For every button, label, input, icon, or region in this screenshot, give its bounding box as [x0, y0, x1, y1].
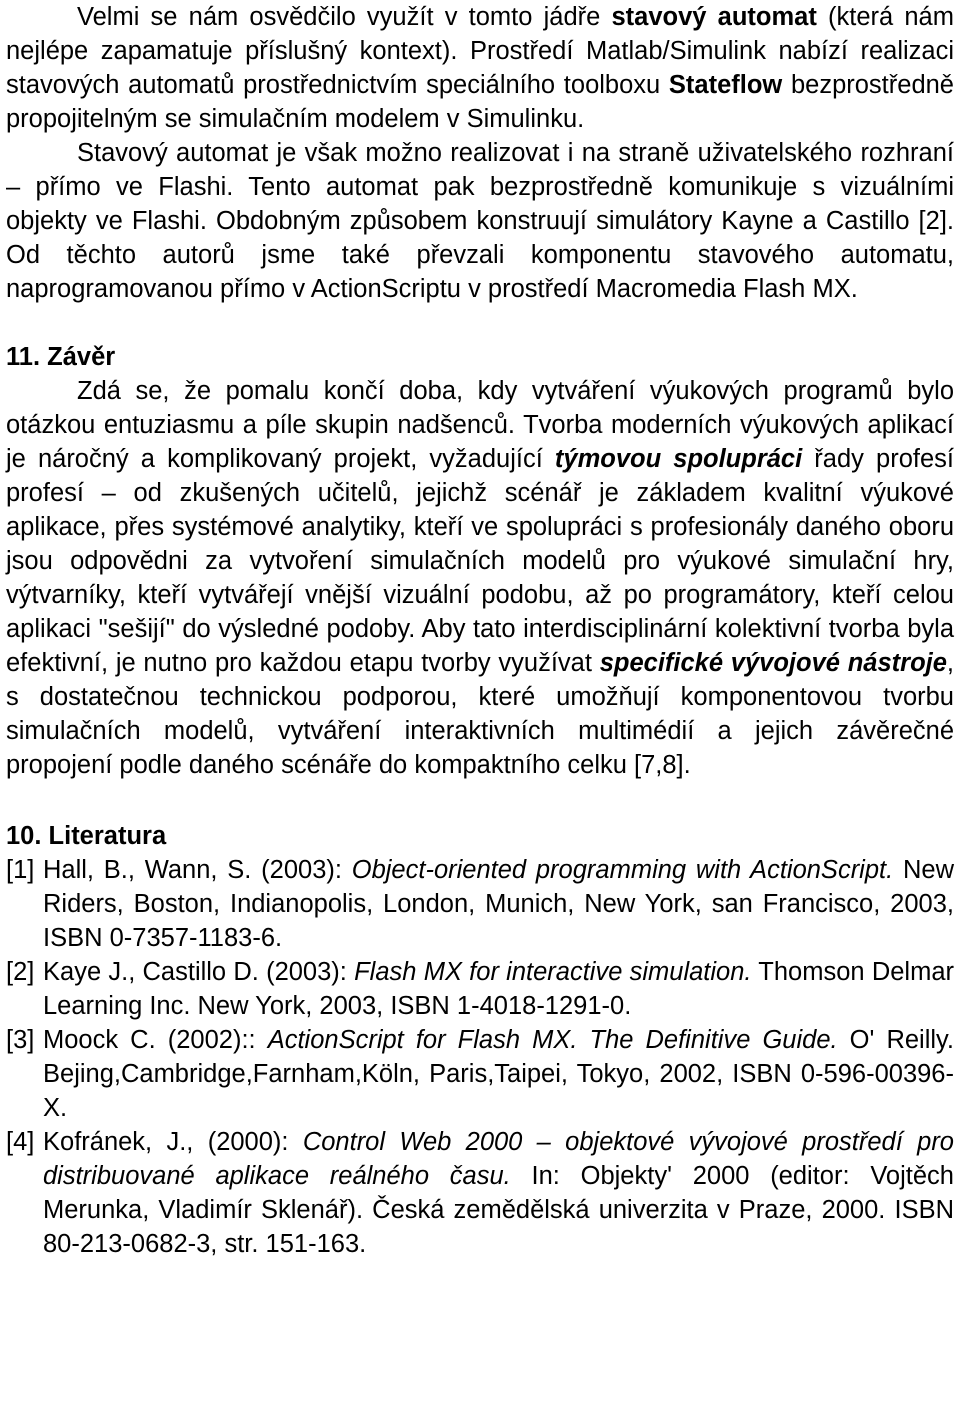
- text-run: bezprostředně propojitelným se simulačním modelem v Simulinku.: [6, 71, 954, 133]
- section-heading-conclusion: 11. Závěr: [6, 343, 116, 371]
- reference-title: Flash MX for interactive simulation.: [354, 958, 752, 986]
- reference-title: Control Web 2000 – objektové vývojové prostředí pro distribuované aplikace reálného času.: [43, 1128, 954, 1190]
- reference-item: [6, 853, 954, 955]
- text-run: Velmi se nám osvědčilo využít v tomto jádře: [77, 3, 612, 31]
- reference-number: [1]: [6, 856, 35, 884]
- text-run: , s dostatečnou technickou podporou, které umožňují komponentovou tvorbu simulačních modelů, vytváření interaktivních multimédií a jejich závěrečné propojení podle daného scénáře do kompaktního celku [7,8].: [6, 649, 954, 779]
- emphasis-dev-tools: specifické vývojové nástroje: [599, 649, 947, 677]
- text-run: Zdá se, že pomalu končí doba, kdy vytváření výukových programů bylo otázkou entuziasmu a píle skupin nadšenců. Tvorba moderních výukových aplikací je náročný a komplikovaný projekt, vyžadující: [6, 377, 954, 473]
- reference-item: [6, 955, 954, 1023]
- section-heading-references: 10. Literatura: [6, 822, 167, 850]
- reference-title: Object-oriented programming with ActionScript.: [351, 856, 894, 884]
- reference-item: [6, 1125, 954, 1261]
- emphasis-teamwork: týmovou spolupráci: [554, 445, 803, 473]
- bold-term-state-machine: stavový automat: [611, 3, 817, 31]
- reference-number: [3]: [6, 1026, 35, 1054]
- text-run: řady profesí profesí – od zkušených učitelů, jejichž scénář je základem kvalitní výukové aplikace, přes systémové analytiky, kteří ve spolupráci s profesionály daného oboru jsou odpovědni za vytvoření simulačních modelů pro výukové simulační hry, výtvarníky, kteří vytvářejí vnější vizuální podobu, až po programátory, kteří celou aplikaci "sešijí" do výsledné podoby. Aby tato interdisciplinární kolektivní tvorba byla efektivní, je nutno pro každou etapu tvorby využívat: [6, 445, 954, 677]
- conclusion-paragraph: [6, 374, 954, 782]
- reference-number: [4]: [6, 1128, 35, 1156]
- bold-term-stateflow: Stateflow: [668, 71, 783, 99]
- text-run: (která nám nejlépe zapamatuje příslušný kontext). Prostředí Matlab/Simulink nabízí realizaci stavových automatů prostřednictvím speciálního toolboxu: [6, 3, 954, 99]
- reference-item: [6, 1023, 954, 1125]
- reference-number: [2]: [6, 958, 35, 986]
- reference-title: ActionScript for Flash MX. The Definitive Guide.: [267, 1026, 838, 1054]
- intro-paragraph-1: [6, 0, 954, 136]
- intro-paragraph-2: Stavový automat je však možno realizovat i na straně uživatelského rozhraní – přímo ve Flashi. Tento automat pak bezprostředně komunikuje s vizuálními objekty ve Flashi. Obdobným způsobem konstruují simulátory Kayne a Castillo [2]. Od těchto autorů jsme také převzali komponentu stavového automatu, naprogramovanou přímo v ActionScriptu v prostředí Macromedia Flash MX.: [6, 139, 954, 303]
- reference-text: Kaye J., Castillo D. (2003): Flash MX for interactive simulation. Thomson Delmar Learning Inc. New York, 2003, ISBN 1-4018-1291-0.: [43, 958, 954, 1020]
- reference-text: Hall, B., Wann, S. (2003): Object-oriented programming with ActionScript. New Riders, Boston, Indianopolis, London, Munich, New York, san Francisco, 2003, ISBN 0-7357-1183-6.: [43, 856, 954, 952]
- reference-text: Moock C. (2002):: ActionScript for Flash MX. The Definitive Guide. O' Reilly. Bejing,Cambridge,Farnham,Köln, Paris,Taipei, Tokyo, 2002, ISBN 0-596-00396-X.: [43, 1026, 954, 1122]
- reference-text: Kofránek, J., (2000): Control Web 2000 – objektové vývojové prostředí pro distribuované aplikace reálného času. In: Objekty' 2000 (editor: Vojtěch Merunka, Vladimír Sklenář). Česká zemědělská univerzita v Praze, 2000. ISBN 80-213-0682-3, str. 151-163.: [43, 1128, 954, 1258]
